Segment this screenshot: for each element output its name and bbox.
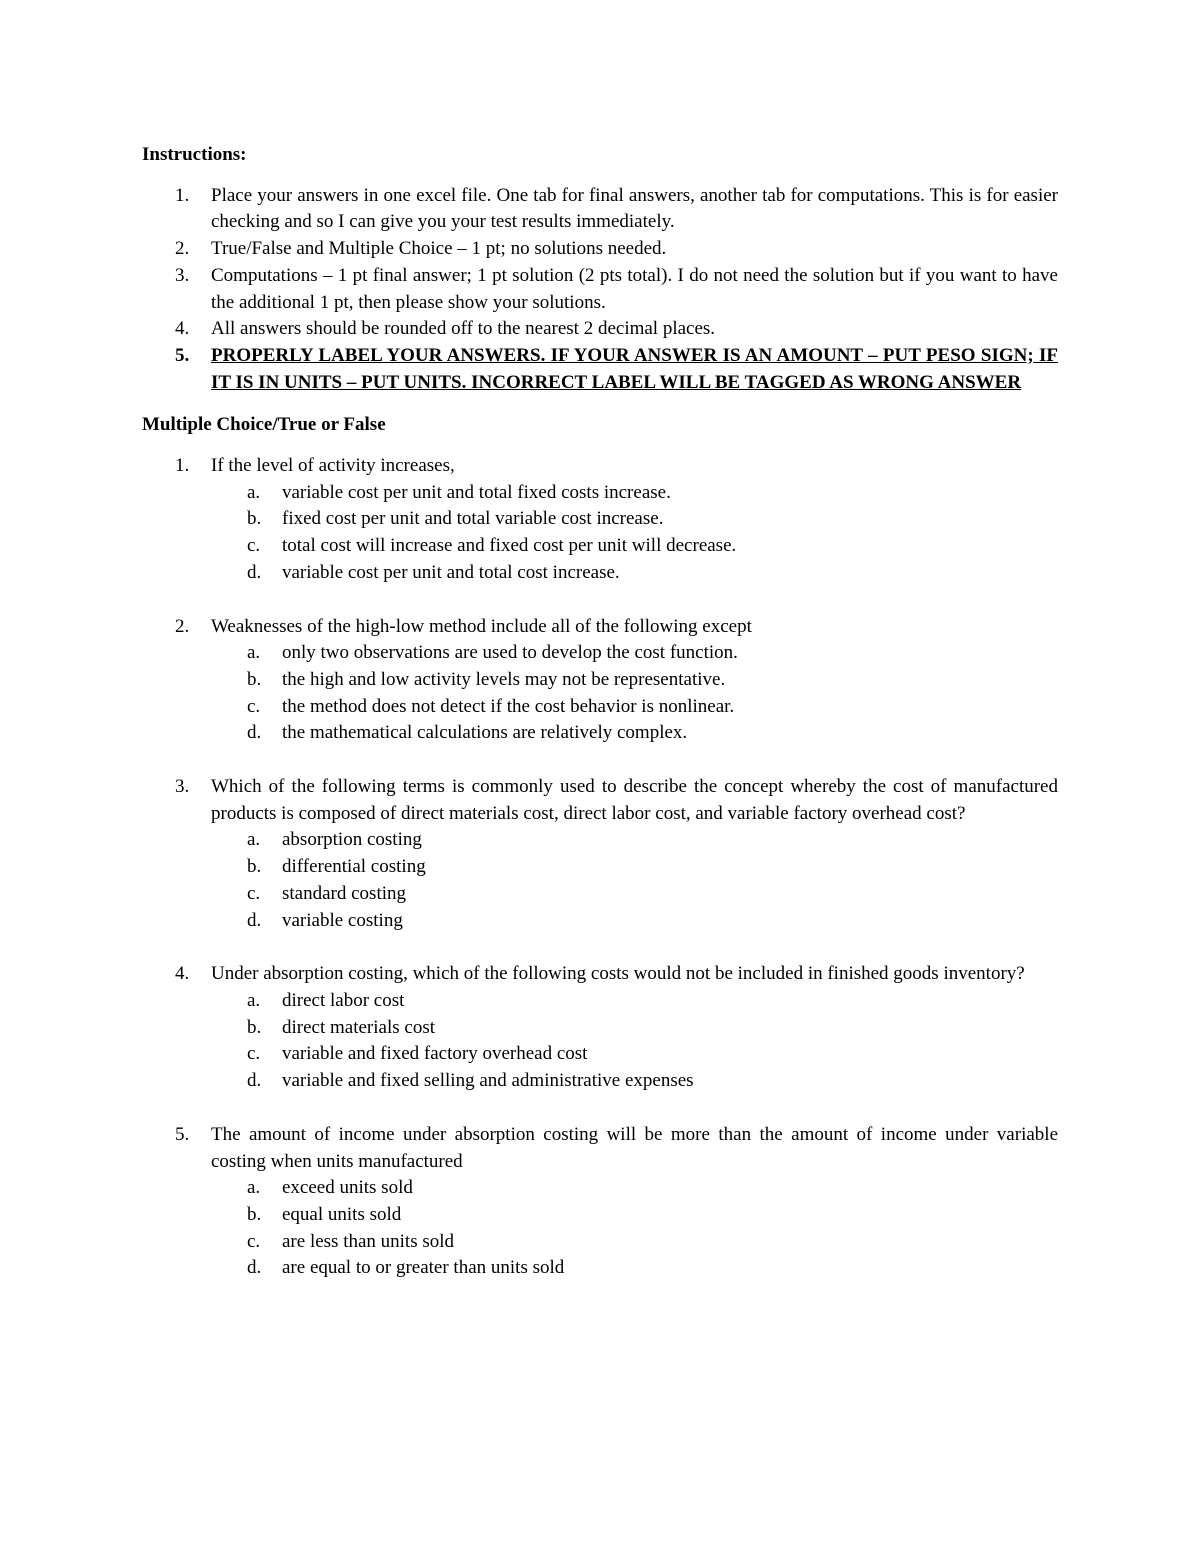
option-list xyxy=(211,1175,1058,1282)
question-item xyxy=(142,961,1058,1095)
option-item xyxy=(211,640,1058,667)
option-item xyxy=(211,506,1058,533)
option-text: the method does not detect if the cost behavior is nonlinear. xyxy=(282,695,735,717)
instruction-number: 4. xyxy=(175,318,190,340)
option-item xyxy=(211,480,1058,507)
question-number: 1. xyxy=(175,455,190,477)
option-letter: d. xyxy=(247,909,262,931)
question-text: Weaknesses of the high-low method include all of the following except xyxy=(211,615,752,637)
option-letter: b. xyxy=(247,1203,262,1225)
option-list xyxy=(211,827,1058,934)
option-item xyxy=(211,908,1058,935)
option-letter: b. xyxy=(247,1016,262,1038)
option-item xyxy=(211,667,1058,694)
option-item xyxy=(211,694,1058,721)
option-letter: d. xyxy=(247,1070,262,1092)
instruction-item xyxy=(142,263,1058,316)
option-letter: c. xyxy=(247,1043,261,1065)
instructions-list xyxy=(142,183,1058,397)
instruction-number: 5. xyxy=(175,344,190,366)
option-letter: d. xyxy=(247,1257,262,1279)
option-text: differential costing xyxy=(282,856,426,878)
option-text: the mathematical calculations are relatively complex. xyxy=(282,722,688,744)
option-item xyxy=(211,1068,1058,1095)
question-item xyxy=(142,453,1058,587)
option-letter: a. xyxy=(247,989,261,1011)
instruction-item xyxy=(142,183,1058,236)
option-letter: a. xyxy=(247,1177,261,1199)
option-item xyxy=(211,1255,1058,1282)
option-letter: d. xyxy=(247,722,262,744)
option-item xyxy=(211,533,1058,560)
option-item xyxy=(211,1202,1058,1229)
option-letter: c. xyxy=(247,882,261,904)
option-text: variable cost per unit and total cost increase. xyxy=(282,561,620,583)
option-text: equal units sold xyxy=(282,1203,402,1225)
question-number: 4. xyxy=(175,963,190,985)
question-text: If the level of activity increases, xyxy=(211,455,455,477)
multiple-choice-heading: Multiple Choice/True or False xyxy=(142,414,386,436)
option-letter: b. xyxy=(247,856,262,878)
option-text: variable and fixed selling and administrative expenses xyxy=(282,1070,694,1092)
option-item xyxy=(211,854,1058,881)
question-item xyxy=(142,1122,1058,1282)
option-item xyxy=(211,1015,1058,1042)
instruction-text: Computations – 1 pt final answer; 1 pt solution (2 pts total). I do not need the solution but if you want to have the additional 1 pt, then please show your solutions. xyxy=(211,264,1058,313)
instruction-text: Place your answers in one excel file. One tab for final answers, another tab for computations. This is for easier checking and so I can give you your test results immediately. xyxy=(211,184,1058,233)
instruction-text: PROPERLY LABEL YOUR ANSWERS. IF YOUR ANSWER IS AN AMOUNT – PUT PESO SIGN; IF IT IS IN UNITS – PUT UNITS. INCORRECT LABEL WILL BE TAGGED AS WRONG ANSWER xyxy=(211,344,1058,393)
instruction-text: True/False and Multiple Choice – 1 pt; no solutions needed. xyxy=(211,238,667,260)
option-text: only two observations are used to develop the cost function. xyxy=(282,642,738,664)
option-list xyxy=(211,988,1058,1095)
option-text: variable costing xyxy=(282,909,403,931)
instructions-heading: Instructions: xyxy=(142,144,247,165)
instruction-item xyxy=(142,316,1058,343)
option-letter: b. xyxy=(247,668,262,690)
option-text: are less than units sold xyxy=(282,1230,455,1252)
instruction-item xyxy=(142,236,1058,263)
option-letter: a. xyxy=(247,829,261,851)
option-letter: c. xyxy=(247,1230,261,1252)
option-text: the high and low activity levels may not be representative. xyxy=(282,668,726,690)
question-text: The amount of income under absorption costing will be more than the amount of income under variable costing when units manufactured xyxy=(211,1123,1058,1172)
option-item xyxy=(211,1175,1058,1202)
option-letter: c. xyxy=(247,535,261,557)
option-text: fixed cost per unit and total variable cost increase. xyxy=(282,508,664,530)
option-item xyxy=(211,1041,1058,1068)
question-item xyxy=(142,774,1058,934)
option-item xyxy=(211,988,1058,1015)
option-item xyxy=(211,881,1058,908)
option-item xyxy=(211,1229,1058,1256)
option-text: are equal to or greater than units sold xyxy=(282,1257,565,1279)
instruction-number: 3. xyxy=(175,264,190,286)
question-number: 2. xyxy=(175,615,190,637)
question-number: 3. xyxy=(175,776,190,798)
question-item xyxy=(142,614,1058,748)
option-letter: b. xyxy=(247,508,262,530)
instruction-number: 2. xyxy=(175,238,190,260)
option-text: variable and fixed factory overhead cost xyxy=(282,1043,588,1065)
question-number: 5. xyxy=(175,1123,190,1145)
option-item xyxy=(211,827,1058,854)
question-text: Under absorption costing, which of the following costs would not be included in finished goods inventory? xyxy=(211,963,1025,985)
instruction-text: All answers should be rounded off to the nearest 2 decimal places. xyxy=(211,318,716,340)
option-text: exceed units sold xyxy=(282,1177,413,1199)
option-item xyxy=(211,560,1058,587)
question-list xyxy=(142,453,1058,1282)
option-letter: a. xyxy=(247,481,261,503)
option-letter: c. xyxy=(247,695,261,717)
option-list xyxy=(211,640,1058,747)
option-text: direct labor cost xyxy=(282,989,405,1011)
question-text: Which of the following terms is commonly used to describe the concept whereby the cost of manufactured products is composed of direct materials cost, direct labor cost, and variable factory overhead cost? xyxy=(211,776,1058,824)
instruction-item-emphasized xyxy=(142,343,1058,396)
option-letter: d. xyxy=(247,561,262,583)
document-page xyxy=(142,142,1058,1309)
option-text: direct materials cost xyxy=(282,1016,435,1038)
option-letter: a. xyxy=(247,642,261,664)
option-text: total cost will increase and fixed cost per unit will decrease. xyxy=(282,535,737,557)
option-text: variable cost per unit and total fixed costs increase. xyxy=(282,481,671,503)
option-item xyxy=(211,720,1058,747)
option-list xyxy=(211,480,1058,587)
option-text: standard costing xyxy=(282,882,407,904)
option-text: absorption costing xyxy=(282,829,422,851)
instruction-number: 1. xyxy=(175,184,190,206)
